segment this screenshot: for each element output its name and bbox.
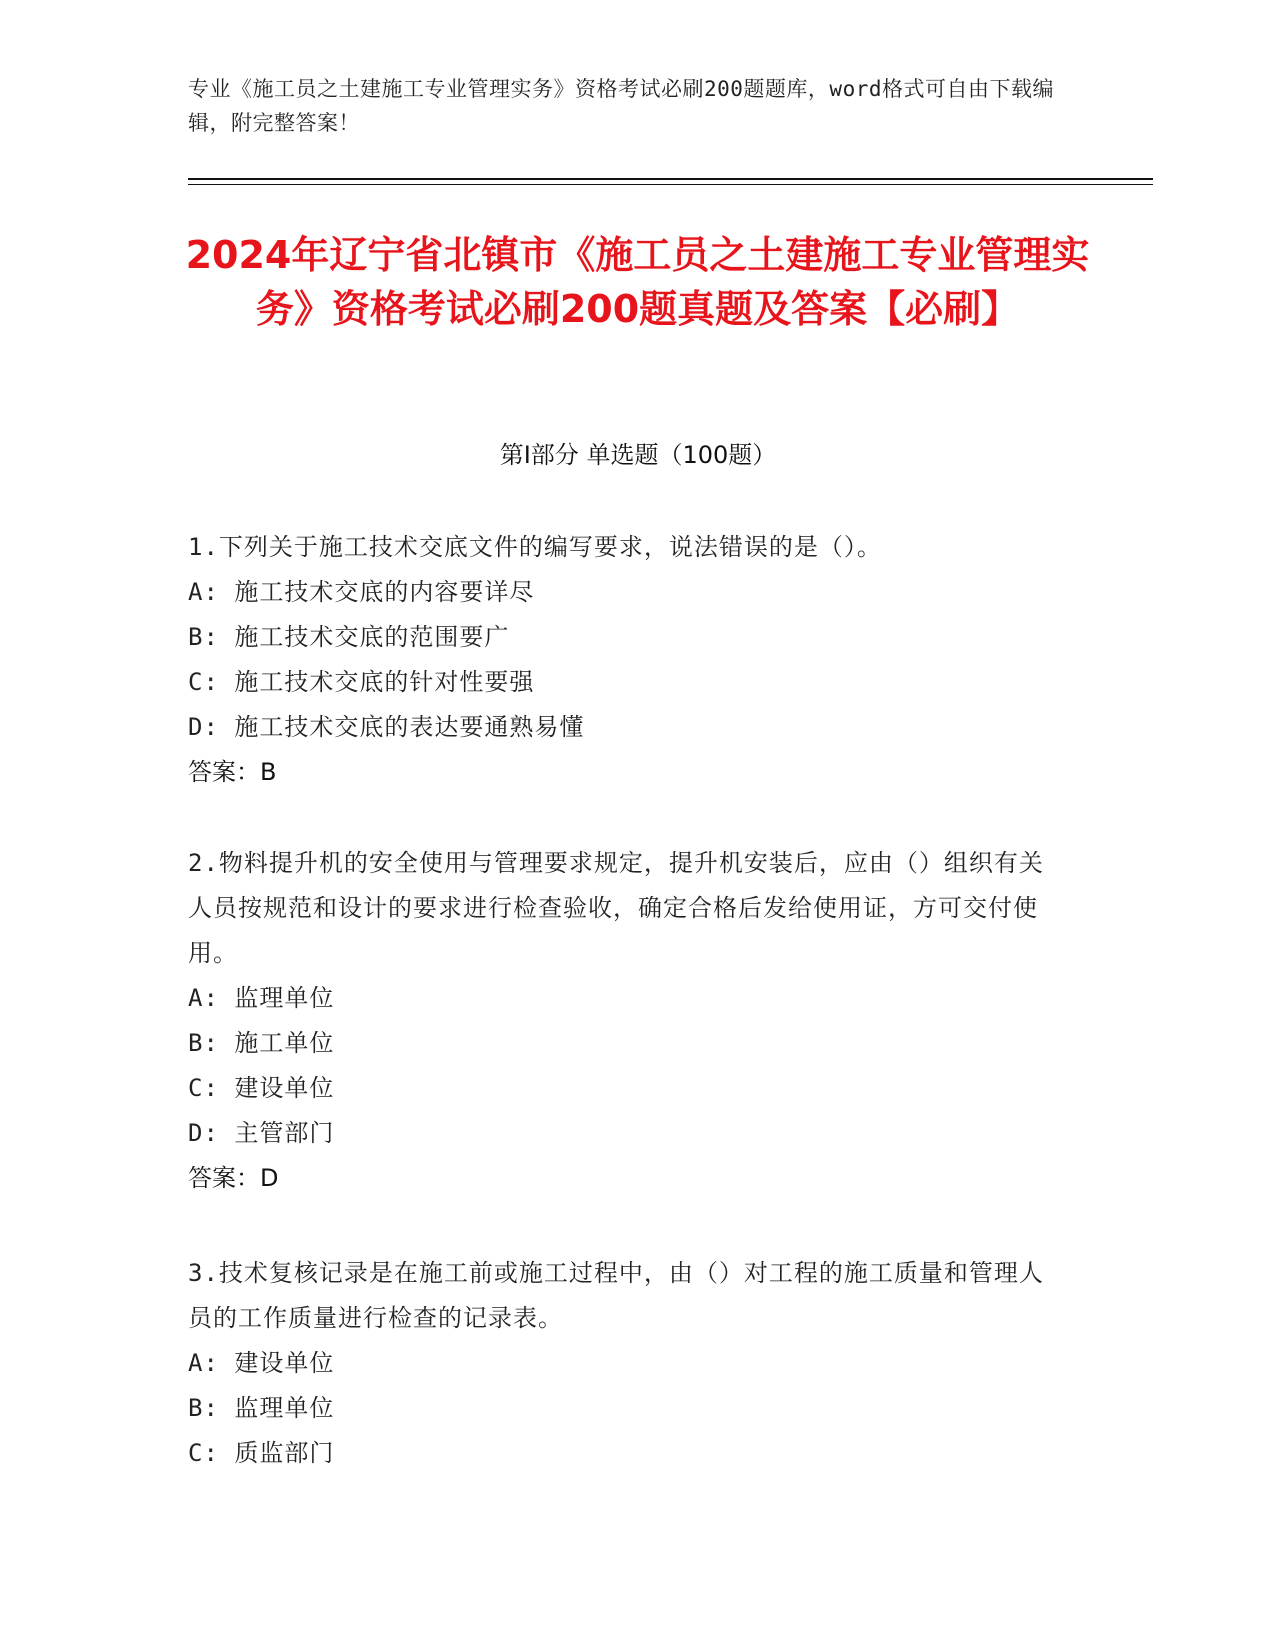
option-d: D: 施工技术交底的表达要通熟易懂 — [188, 713, 585, 741]
answer: 答案：D — [188, 1164, 279, 1192]
answer: 答案：B — [188, 758, 277, 786]
question-2 — [188, 841, 1068, 1201]
option-a: A: 监理单位 — [188, 984, 335, 1012]
option-b: B: 施工单位 — [188, 1029, 335, 1057]
option-c: C: 质监部门 — [188, 1439, 335, 1467]
option-a: A: 施工技术交底的内容要详尽 — [188, 578, 535, 606]
question-stem: 2.物料提升机的安全使用与管理要求规定，提升机安装后，应由（）组织有关人员按规范和设计的要求进行检查验收，确定合格后发给使用证，方可交付使用。 — [188, 849, 1044, 967]
question-stem: 1.下列关于施工技术交底文件的编写要求，说法错误的是（）。 — [188, 533, 882, 561]
header-divider-thin — [188, 184, 1153, 185]
question-stem: 3.技术复核记录是在施工前或施工过程中，由（）对工程的施工质量和管理人员的工作质量进行检查的记录表。 — [188, 1259, 1044, 1332]
option-d: D: 主管部门 — [188, 1119, 335, 1147]
option-c: C: 建设单位 — [188, 1074, 335, 1102]
section-title: 第Ⅰ部分 单选题（100题） — [499, 441, 777, 469]
document-title: 2024年辽宁省北镇市《施工员之土建施工专业管理实务》资格考试必刷200题真题及答案【必刷】 — [185, 233, 1090, 331]
option-b: B: 施工技术交底的范围要广 — [188, 623, 510, 651]
option-a: A: 建设单位 — [188, 1349, 335, 1377]
header-divider-thick — [188, 178, 1153, 180]
question-3 — [188, 1251, 1068, 1476]
question-1 — [188, 525, 1068, 795]
header-note: 专业《施工员之土建施工专业管理实务》资格考试必刷200题题库，word格式可自由下载编辑，附完整答案！ — [188, 77, 1054, 135]
option-c: C: 施工技术交底的针对性要强 — [188, 668, 535, 696]
option-b: B: 监理单位 — [188, 1394, 335, 1422]
